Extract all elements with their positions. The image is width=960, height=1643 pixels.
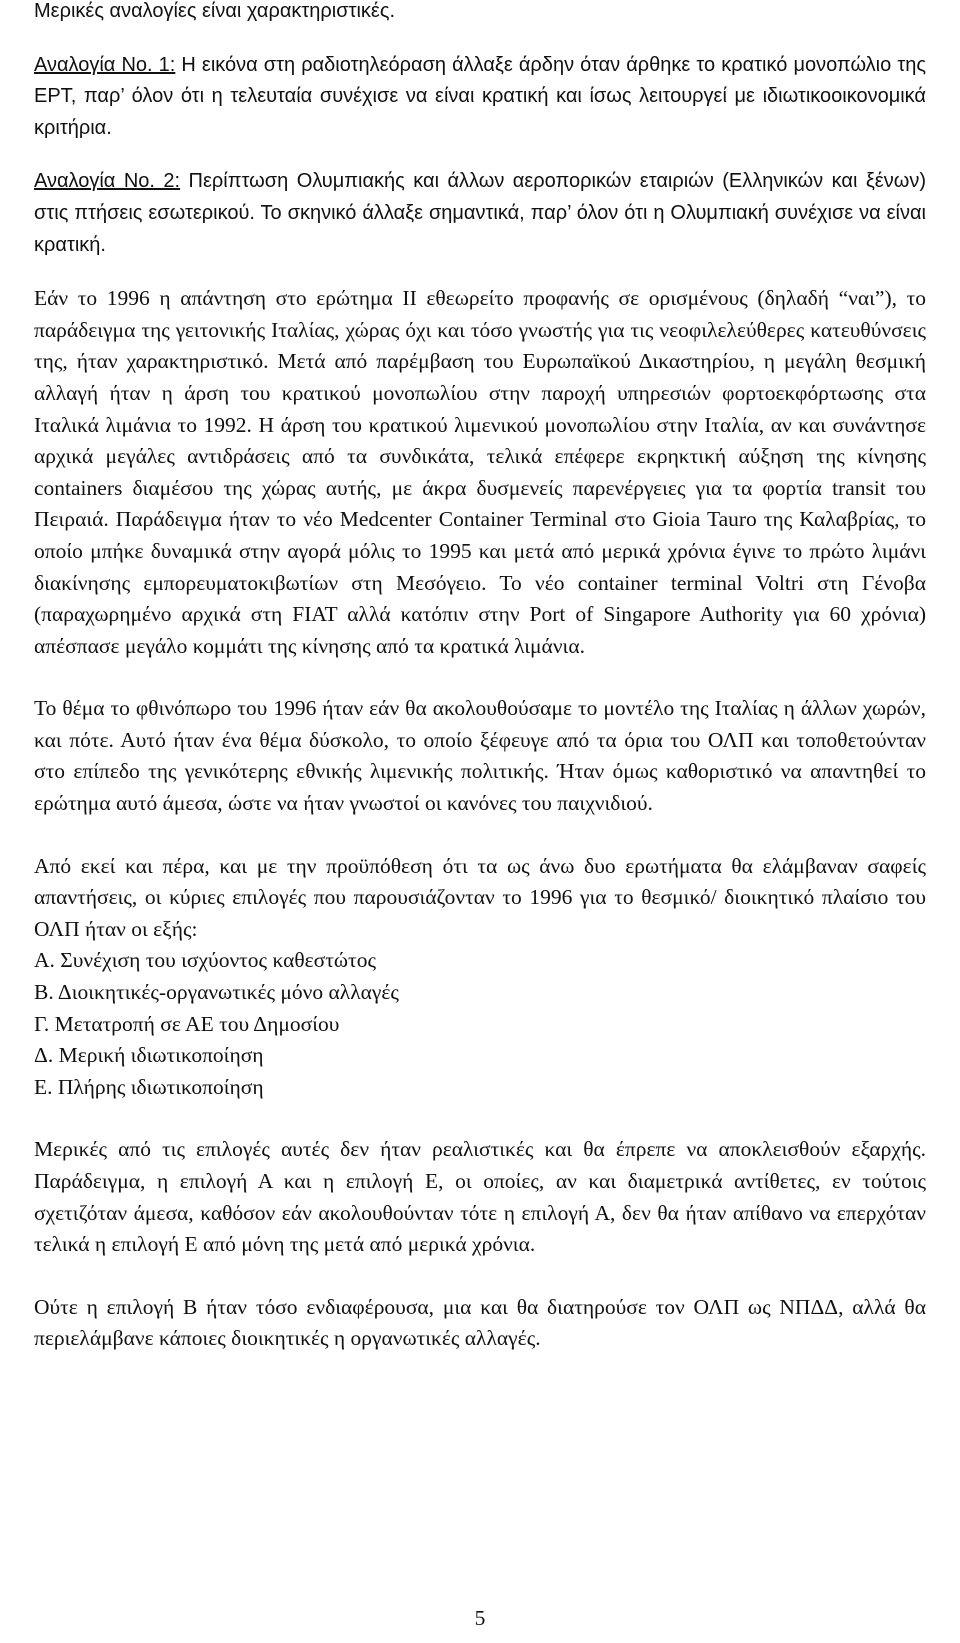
option-item-a: Α. Συνέχιση του ισχύοντος καθεστώτος [34, 948, 376, 973]
analogy-1-label: Αναλογία No. 1: [34, 53, 176, 76]
page-number: 5 [474, 1606, 486, 1630]
option-item-c: Γ. Μετατροπή σε ΑΕ του Δημοσίου [34, 1011, 340, 1036]
options-intro-paragraph: Από εκεί και πέρα, και με την προϋπόθεση ότι τα ως άνω δυο ερωτήματα θα ελάμβαναν σαφείς απαντήσεις, οι κύριες επιλογές που παρουσιάζονταν το 1996 για το θεσμικό/ διοικητικό πλαίσιο του ΟΛΠ ήταν οι εξής: [34, 853, 926, 941]
analogy-1-text: Η εικόνα στη ραδιοτηλεόραση άλλαξε άρδην όταν άρθηκε το κρατικό μονοπώλιο της ΕΡΤ, παρ’ όλον ότι η τελευταία συνέχισε να είναι κρατική και ίσως λειτουργεί με ιδιωτικοοικονομικά κριτήρια. [34, 53, 926, 139]
analogy-2-paragraph [34, 166, 926, 261]
option-item-e: Ε. Πλήρης ιδιωτικοποίηση [34, 1074, 264, 1099]
intro-text: Μερικές αναλογίες είναι χαρακτηριστικές. [34, 0, 396, 22]
option-b-paragraph: Ούτε η επιλογή Β ήταν τόσο ενδιαφέρουσα, μια και θα διατηρούσε τον ΟΛΠ ως ΝΠΔΔ, αλλά θα περιελάμβανε κάποιες διοικητικές η οργανωτικές αλλαγές. [34, 1294, 926, 1351]
option-item-b: Β. Διοικητικές-οργανωτικές μόνο αλλαγές [34, 980, 399, 1005]
analogy-1-paragraph [34, 50, 926, 145]
italy-paragraph: Εάν το 1996 η απάντηση στο ερώτημα ΙΙ εθεωρείτο προφανής σε ορισμένους (δηλαδή “ναι”), το παράδειγμα της γειτονικής Ιταλίας, χώρας όχι και τόσο γνωστής για τις νεοφιλελεύθερες κατευθύνσεις της, ήταν χαρακτηριστικό. Μετά από παρέμβαση του Ευρωπαϊκού Δικαστηρίου, η μεγάλη θεσμική αλλαγή ήταν η άρση του κρατικού μονοπωλίου στην παροχή υπηρεσιών φορτοεκφόρτωσης στα Ιταλικά λιμάνια το 1992. Η άρση του κρατικού λιμενικού μονοπωλίου στην Ιταλία, αν και συνάντησε αρχικά μεγάλες αντιδράσεις από τα συνδικάτα, τελικά επέφερε εκρηκτική αύξηση της κίνησης containers διαμέσου της χώρας αυτής, με άκρα δυσμενείς παρενέργειες για τα φορτία transit του Πειραιά. Παράδειγμα ήταν το νέο Medcenter Container Terminal στο Gioia Tauro της Καλαβρίας, το οποίο μπήκε δυναμικά στην αγορά μόλις το 1995 και μετά από μερικά χρόνια έγινε το πρώτο λιμάνι διακίνησης εμπορευματοκιβωτίων στη Μεσόγειο. Το νέο container terminal Voltri στη Γένοβα (παραχωρημένο αρχικά στη FIAT αλλά κατόπιν στην Port of Singapore Authority για 60 χρόνια) απέσπασε μεγάλο κομμάτι της κίνησης από τα κρατικά λιμάνια. [34, 286, 926, 658]
unrealistic-options-paragraph: Μερικές από τις επιλογές αυτές δεν ήταν ρεαλιστικές και θα έπρεπε να αποκλεισθούν εξαρχής. Παράδειγμα, η επιλογή Α και η επιλογή Ε, οι οποίες, αν και διαμετρικά αντίθετες, εν τούτοις σχετιζόταν άμεσα, καθόσον εάν ακολουθούνταν τότε η επιλογή Α, δεν θα ήταν απίθανο να επερχόταν τελικά η επιλογή Ε από μόνη της μετά από μερικά χρόνια. [34, 1137, 926, 1257]
options-list [34, 945, 926, 1103]
option-item-d: Δ. Μερική ιδιωτικοποίηση [34, 1043, 264, 1068]
analogy-2-text: Περίπτωση Ολυμπιακής και άλλων αεροπορικών εταιριών (Ελληνικών και ξένων) στις πτήσεις εσωτερικού. Το σκηνικό άλλαξε σημαντικά, παρ’ όλον ότι η Ολυμπιακή συνέχισε να είναι κρατική. [34, 170, 926, 256]
theme-paragraph: Το θέμα το φθινόπωρο του 1996 ήταν εάν θα ακολουθούσαμε το μοντέλο της Ιταλίας η άλλων χωρών, και πότε. Αυτό ήταν ένα θέμα δύσκολο, το οποίο ξέφευγε από τα όρια του ΟΛΠ και τοποθετούνταν στο επίπεδο της γενικότερης εθνικής λιμενικής πολιτικής. Ήταν όμως καθοριστικό να απαντηθεί το ερώτημα αυτό άμεσα, ώστε να ήταν γνωστοί οι κανόνες του παιχνιδιού. [34, 696, 926, 816]
analogy-2-label: Αναλογία No. 2: [34, 170, 181, 193]
